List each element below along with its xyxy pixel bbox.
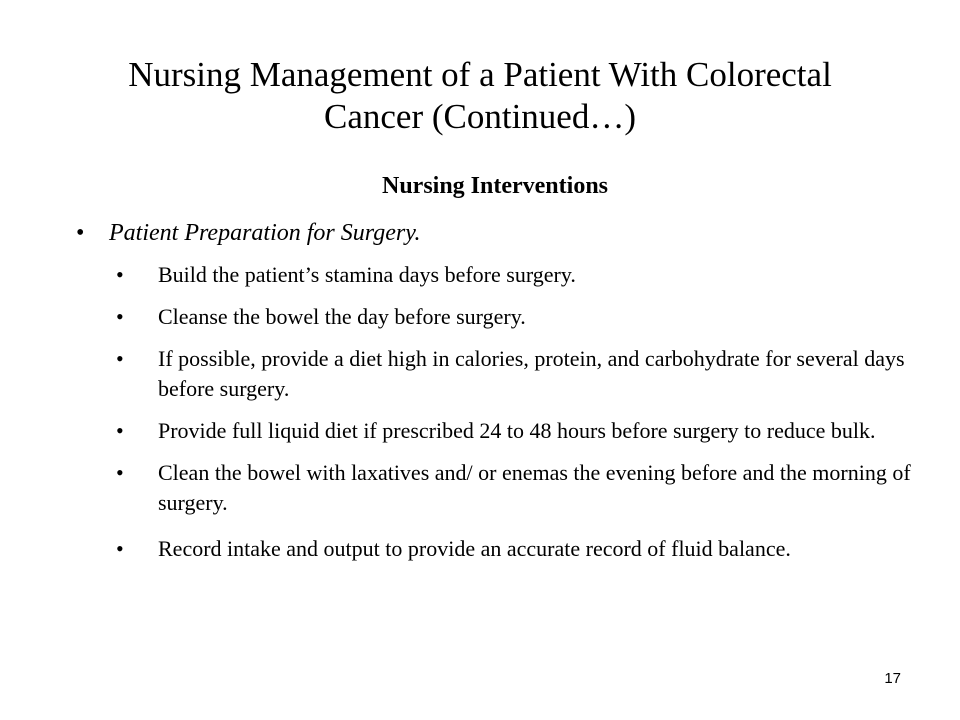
sub-bullet-item (116, 302, 916, 332)
sub-bullet-item (116, 344, 916, 404)
bullet-marker: • (116, 262, 124, 287)
sub-bullet-item (116, 458, 916, 518)
section-heading: Nursing Interventions (381, 173, 609, 199)
bullet-marker: • (116, 460, 124, 485)
sub-bullet-text: Provide full liquid diet if prescribed 24 to 48 hours before surgery to reduce bulk. (158, 418, 876, 443)
title-line-1: Nursing Management of a Patient With Colorectal (128, 55, 832, 94)
sub-bullet-text: If possible, provide a diet high in calories, protein, and carbohydrate for several days before surgery. (158, 346, 905, 401)
title-line-2: Cancer (Continued…) (324, 97, 636, 136)
slide-title (80, 54, 880, 138)
bullet-marker: • (76, 220, 85, 246)
sub-bullet-item (116, 416, 916, 446)
bullet-marker: • (116, 346, 124, 371)
page-number: 17 (884, 670, 901, 687)
main-bullet-text: Patient Preparation for Surgery. (109, 220, 421, 246)
sub-bullet-list (116, 260, 916, 564)
sub-bullet-text: Build the patient’s stamina days before surgery. (158, 262, 576, 287)
bullet-marker: • (116, 536, 124, 561)
bullet-marker: • (116, 304, 124, 329)
sub-bullet-item (116, 260, 916, 290)
sub-bullet-text: Cleanse the bowel the day before surgery. (158, 304, 526, 329)
sub-bullet-text: Clean the bowel with laxatives and/ or enemas the evening before and the morning of surgery. (158, 460, 911, 515)
bullet-marker: • (116, 418, 124, 443)
sub-bullet-text: Record intake and output to provide an accurate record of fluid balance. (158, 536, 791, 561)
sub-bullet-item (116, 534, 916, 564)
